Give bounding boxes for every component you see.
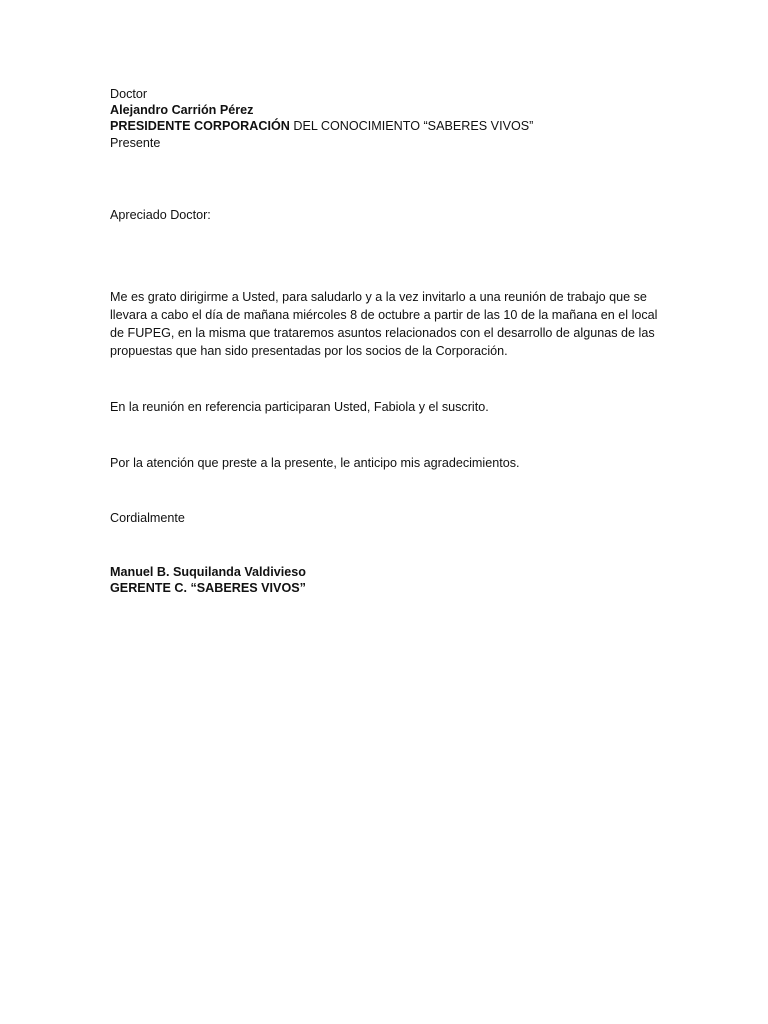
presente-line: Presente	[110, 135, 161, 150]
recipient-role-rest: DEL CONOCIMIENTO “SABERES VIVOS”	[289, 119, 534, 134]
signer-name: Manuel B. Suquilanda Valdivieso	[110, 565, 306, 580]
thanks-paragraph: Por la atención que preste a la presente, le anticipo mis agradecimientos.	[110, 456, 520, 471]
closing: Cordialmente	[110, 511, 185, 526]
recipient-title: Doctor	[110, 87, 148, 101]
body-paragraph: Me es grato dirigirme a Usted, para saludarlo y a la vez invitarlo a una reunión de trabajo que se llevara a cabo el día de mañana miércoles 8 de octubre a partir de las 10 de la mañana en el local de FUPEG, en la misma que trataremos asuntos relacionados con el desarrollo de algunas de las propuestas que han sido presentadas por los socios de la Corporación.	[110, 290, 658, 359]
greeting: Apreciado Doctor:	[110, 207, 211, 222]
recipient-name: Alejandro Carrión Pérez	[110, 103, 254, 118]
signer-title: GERENTE C. “SABERES VIVOS”	[110, 581, 306, 596]
recipient-role-bold: PRESIDENTE CORPORACIÓN	[110, 119, 290, 134]
participants-paragraph: En la reunión en referencia participaran Usted, Fabiola y el suscrito.	[110, 400, 489, 415]
recipient-role	[110, 118, 662, 134]
letter-body	[110, 86, 662, 597]
